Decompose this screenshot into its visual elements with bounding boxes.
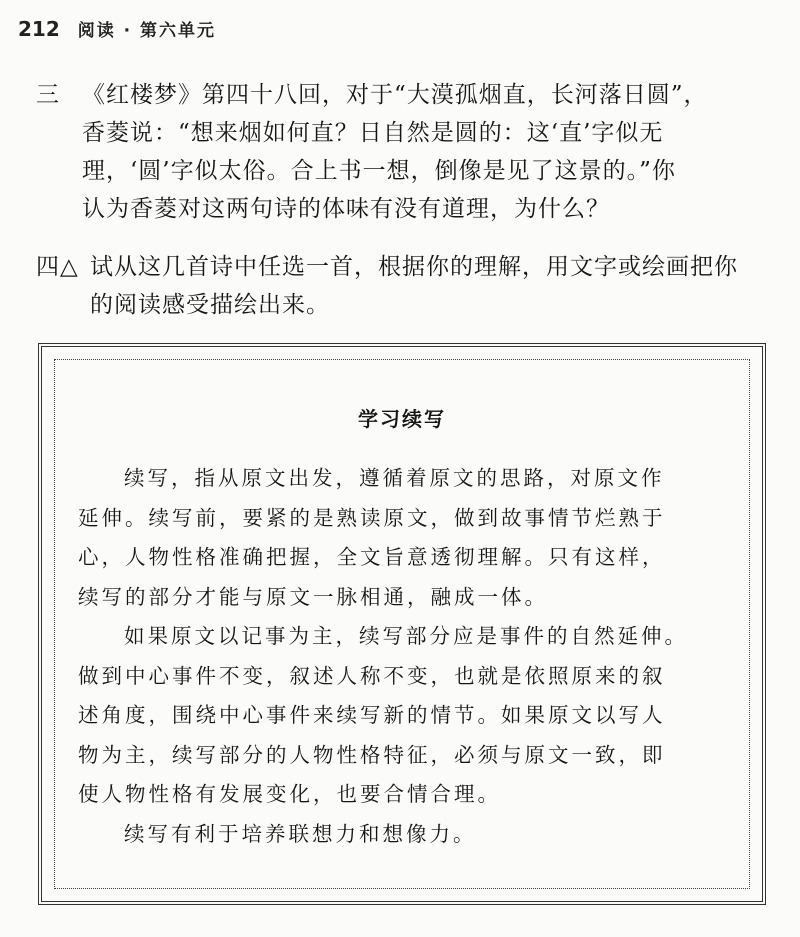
- box-body: [78, 459, 740, 854]
- question-text: [82, 76, 782, 228]
- box-text-line: 如果原文以记事为主，续写部分应是事件的自然延伸。: [124, 624, 688, 648]
- question-line: 的阅读感受描绘出来。: [90, 292, 330, 318]
- box-title: 学习续写: [358, 407, 446, 431]
- question-line: 认为香菱对这两句诗的体味有没有道理，为什么？: [82, 196, 610, 222]
- page-number: 212: [18, 17, 60, 41]
- question-4: [36, 248, 784, 338]
- box-text-line: 续写的部分才能与原文一脉相通，融成一体。: [78, 584, 548, 609]
- box-text-line: 续写，指从原文出发，遵循着原文的思路，对原文作: [124, 466, 665, 490]
- box-text-line: 做到中心事件不变，叙述人称不变，也就是依照原来的叙: [78, 663, 666, 688]
- question-3: [36, 76, 784, 276]
- question-line: 试从这几首诗中任选一首，根据你的理解，用文字或绘画把你: [90, 254, 738, 280]
- box-text-line: 物为主，续写部分的人物性格特征，必须与原文一致，即: [78, 742, 666, 767]
- box-text-line: 使人物性格有发展变化，也要合情合理。: [78, 782, 501, 806]
- box-text-line: 延伸。续写前，要紧的是熟读原文，做到故事情节烂熟于: [78, 505, 666, 530]
- running-title: 阅读 · 第六单元: [77, 21, 217, 41]
- question-number: 四△: [36, 254, 79, 280]
- box-text-line: 述角度，围绕中心事件来续写新的情节。如果原文以写人: [78, 703, 666, 727]
- study-tip-box: [38, 343, 766, 905]
- page-header: [18, 16, 216, 41]
- question-text: [90, 248, 790, 324]
- question-line: 《红楼梦》第四十八回，对于“大漠孤烟直，长河落日圆”，: [82, 82, 708, 108]
- question-number: 三: [36, 82, 60, 108]
- box-text-line: 续写有利于培养联想力和想像力。: [124, 821, 477, 846]
- box-text-line: 心，人物性格准确把握，全文旨意透彻理解。只有这样，: [78, 545, 666, 569]
- question-line: 理，‘圆’字似太俗。合上书一想，倒像是见了这景的。”你: [82, 158, 676, 184]
- question-line: 香菱说：“想来烟如何直？日自然是圆的：这‘直’字似无: [82, 120, 664, 146]
